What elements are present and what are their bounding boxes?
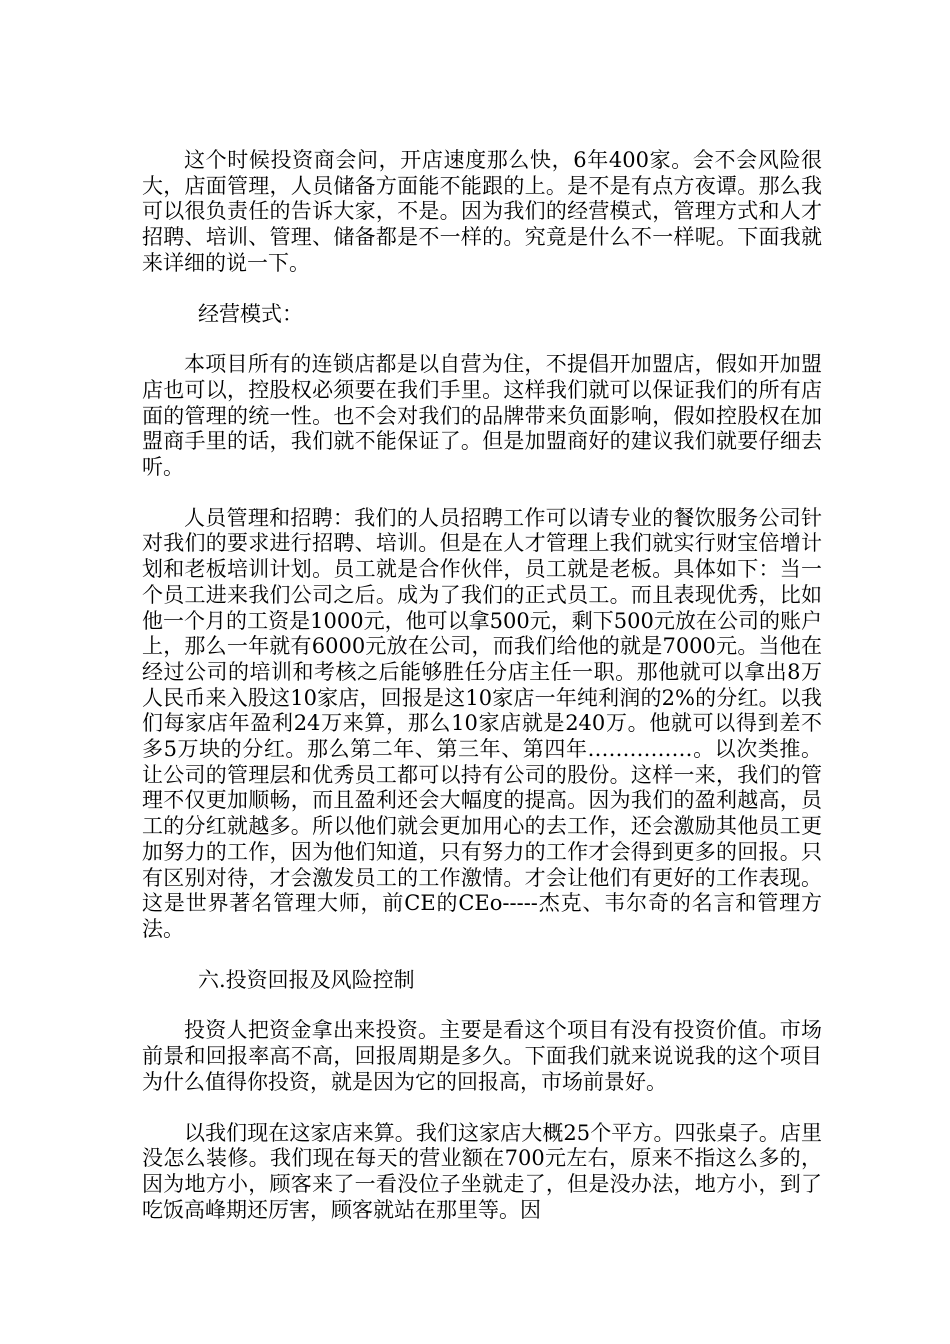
paragraph-current-store: 以我们现在这家店来算。我们这家店大概25个平方。四张桌子。店里没怎么装修。我们现在每天的营业额在700元左右，原来不指这么多的，因为地方小，顾客来了一看没位子坐就走了，但是没办法，地方小，到了吃饭高峰期还厉害，顾客就站在那里等。因: [142, 1120, 822, 1222]
paragraph-self-operated-stores: 本项目所有的连锁店都是以自营为住，不提倡开加盟店，假如开加盟店也可以，控股权必须要在我们手里。这样我们就可以保证我们的所有店面的管理的统一性。也不会对我们的品牌带来负面影响，假如控股权在加盟商手里的话，我们就不能保证了。但是加盟商好的建议我们就要仔细去听。: [142, 352, 822, 480]
paragraph-staff-management: 人员管理和招聘：我们的人员招聘工作可以请专业的餐饮服务公司针对我们的要求进行招聘、培训。但是在人才管理上我们就实行财宝倍增计划和老板培训计划。员工就是合作伙伴，员工就是老板。具体如下：当一个员工进来我们公司之后。成为了我们的正式员工。而且表现优秀，比如他一个月的工资是1000元，他可以拿500元，剩下500元放在公司的账户上，那么一年就有6000元放在公司，而我们给他的就是7000元。当他在经过公司的培训和考核之后能够胜任分店主任一职。那他就可以拿出8万人民币来入股这10家店，回报是这10家店一年纯利润的2%的分红。以我们每家店年盈利24万来算，那么10家店就是240万。他就可以得到差不多5万块的分红。那么第二年、第三年、第四年……………。以次类推。让公司的管理层和优秀员工都可以持有公司的股份。这样一来，我们的管理不仅更加顺畅，而且盈利还会大幅度的提高。因为我们的盈利越高，员工的分红就越多。所以他们就会更加用心的去工作，还会激励其他员工更加努力的工作，因为他们知道，只有努力的工作才会得到更多的回报。只有区别对待，才会激发员工的工作激情。才会让他们有更好的工作表现。这是世界著名管理大师，前CE的CEo-----杰克、韦尔奇的名言和管理方法。: [142, 505, 822, 941]
paragraph-investment-value: 投资人把资金拿出来投资。主要是看这个项目有没有投资价值。市场前景和回报率高不高，回报周期是多久。下面我们就来说说我的这个项目为什么值得你投资，就是因为它的回报高，市场前景好。: [142, 1018, 822, 1094]
document-body: [142, 148, 822, 1223]
paragraph-investor-question: 这个时候投资商会问，开店速度那么快，6年400家。会不会风险很大，店面管理，人员储备方面能不能跟的上。是不是有点方夜谭。那么我可以很负责任的告诉大家，不是。因为我们的经营模式，管理方式和人才招聘、培训、管理、储备都是不一样的。究竟是什么不一样呢。下面我就来详细的说一下。: [142, 148, 822, 275]
heading-investment-return: 六.投资回报及风险控制: [198, 967, 415, 992]
heading-business-model: 经营模式：: [198, 301, 303, 326]
